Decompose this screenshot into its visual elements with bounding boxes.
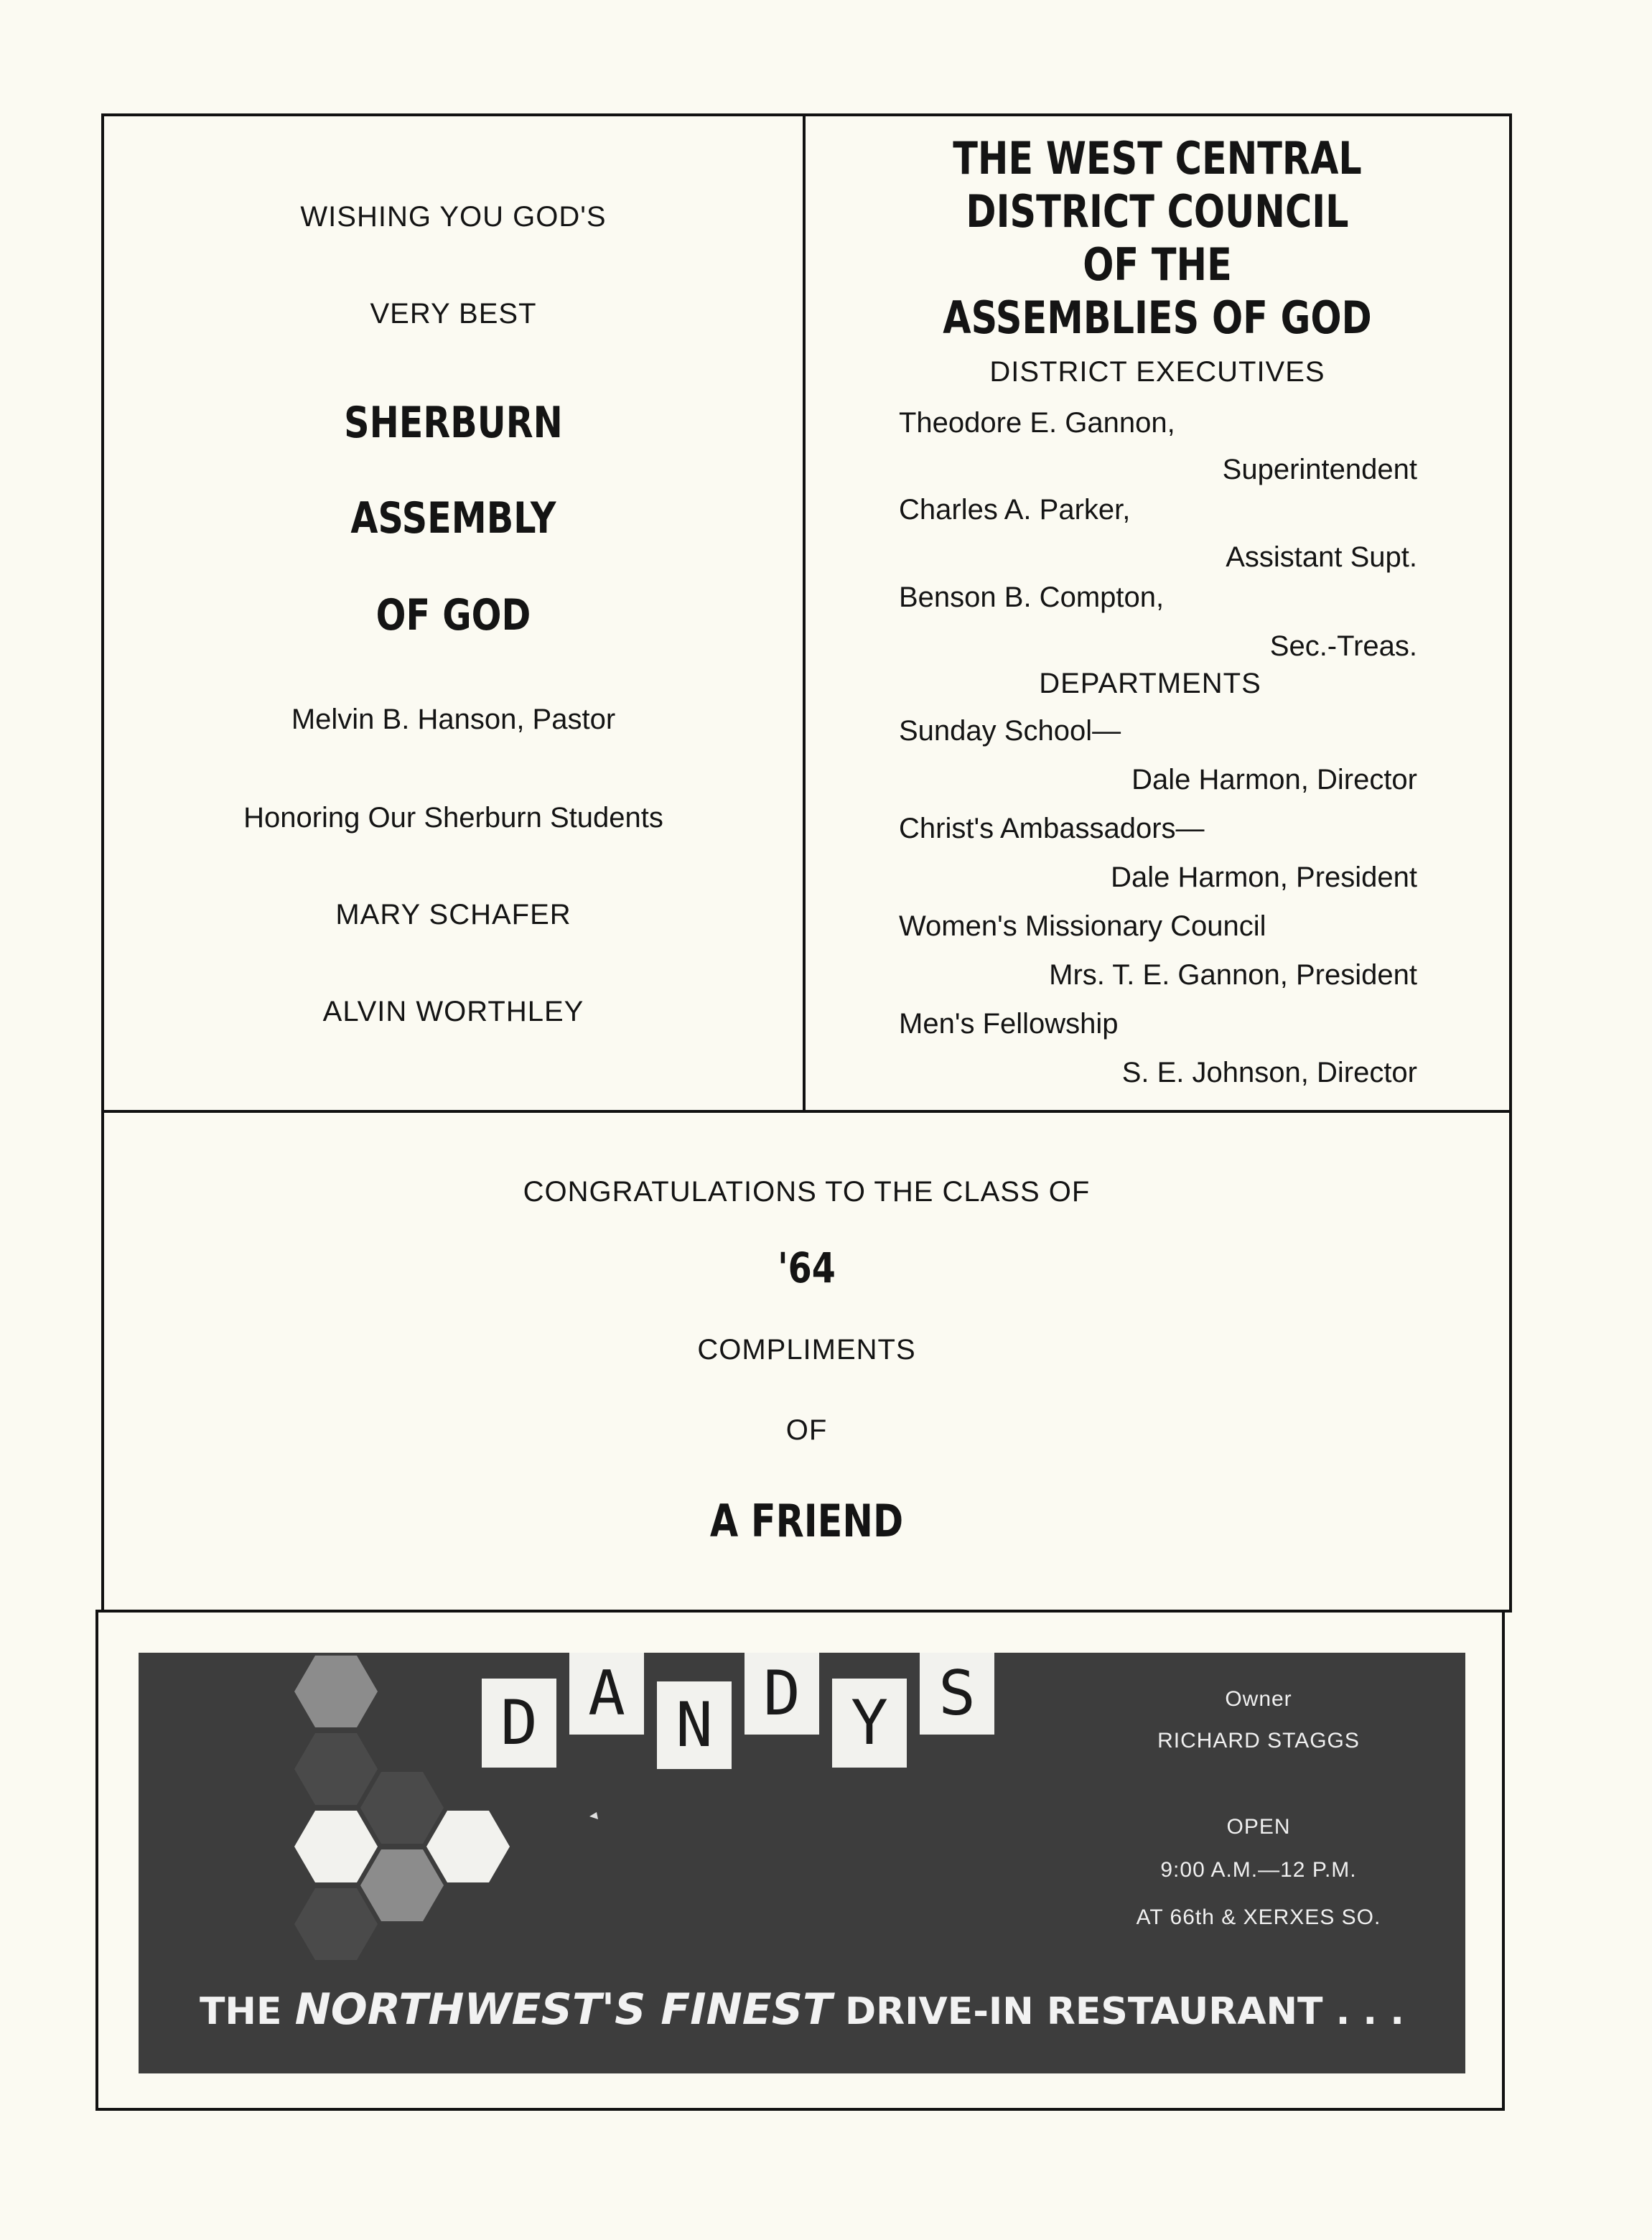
church-name-2: ASSEMBLY <box>350 493 556 543</box>
slogan-emphasis: NORTHWEST'S FINEST <box>294 1984 832 2035</box>
dept-3: Women's Missionary Council <box>899 910 1266 942</box>
hexagon-icon <box>294 1733 378 1805</box>
pastor-line: Melvin B. Hanson, Pastor <box>291 704 616 735</box>
congrats-line: CONGRATULATIONS TO THE CLASS OF <box>523 1176 1091 1208</box>
slogan-start: THE <box>199 1990 282 2033</box>
dept-2: Christ's Ambassadors— <box>899 813 1205 844</box>
open-label: OPEN <box>1226 1815 1291 1839</box>
sherburn-assembly-ad <box>101 113 806 1113</box>
council-title-1: THE WEST CENTRAL <box>953 132 1362 185</box>
exec-1-role: Superintendent <box>1222 454 1417 485</box>
dandys-restaurant-ad <box>95 1610 1505 2111</box>
class-year: '64 <box>778 1243 836 1292</box>
hexagon-icon <box>360 1772 444 1844</box>
honoring-line: Honoring Our Sherburn Students <box>243 802 663 834</box>
owner-name: RICHARD STAGGS <box>1157 1729 1360 1753</box>
slogan <box>139 1984 1465 2035</box>
departments-heading: DEPARTMENTS <box>1039 668 1261 699</box>
church-name-1: SHERBURN <box>344 398 563 448</box>
logo-letter-s: S <box>920 1653 994 1735</box>
hexagon-icon <box>360 1849 444 1921</box>
exec-2-name: Charles A. Parker, <box>899 494 1131 526</box>
of-line: OF <box>785 1414 828 1446</box>
logo-letter-d2: D <box>745 1653 819 1735</box>
logo-letter-n: N <box>657 1681 732 1769</box>
hexagon-icon <box>294 1656 378 1727</box>
council-title-2: DISTRICT COUNCIL <box>966 185 1349 238</box>
logo-letter-a: A <box>569 1653 644 1735</box>
dept-1: Sunday School— <box>899 715 1121 747</box>
hours: 9:00 A.M.—12 P.M. <box>1160 1858 1357 1882</box>
council-title-4: ASSEMBLIES OF GOD <box>943 291 1372 344</box>
exec-3-role: Sec.-Treas. <box>1269 630 1417 662</box>
exec-1-name: Theodore E. Gannon, <box>899 407 1175 439</box>
location: AT 66th & XERXES SO. <box>1136 1905 1381 1929</box>
executives-heading: DISTRICT EXECUTIVES <box>989 356 1325 388</box>
hexagon-icon <box>294 1888 378 1960</box>
council-title-3: OF THE <box>1083 238 1232 291</box>
logo-letter-d1: D <box>482 1679 556 1768</box>
student-1: MARY SCHAFER <box>335 899 571 930</box>
slogan-end: DRIVE-IN RESTAURANT . . . <box>845 1990 1405 2033</box>
district-council-ad <box>803 113 1512 1113</box>
compliments-line: COMPLIMENTS <box>697 1334 916 1366</box>
exec-2-role: Assistant Supt. <box>1226 541 1417 573</box>
dept-2-head: Dale Harmon, President <box>1111 862 1417 893</box>
church-name-3: OF GOD <box>375 590 531 640</box>
hexagon-icon <box>426 1811 510 1882</box>
exec-3-name: Benson B. Compton, <box>899 582 1165 613</box>
student-2: ALVIN WORTHLEY <box>322 996 584 1027</box>
owner-label: Owner <box>1225 1687 1292 1711</box>
wishing-line: WISHING YOU GOD'S <box>300 201 607 233</box>
logo-letter-y: Y <box>832 1679 907 1768</box>
dept-4: Men's Fellowship <box>899 1008 1119 1040</box>
dandys-ad-graphic <box>139 1653 1465 2073</box>
a-friend-line: A FRIEND <box>709 1495 904 1547</box>
dept-3-head: Mrs. T. E. Gannon, President <box>1049 959 1417 991</box>
arrow-mark <box>589 1812 598 1819</box>
dept-4-head: S. E. Johnson, Director <box>1121 1057 1417 1088</box>
dept-1-head: Dale Harmon, Director <box>1131 764 1417 795</box>
congratulations-ad <box>101 1110 1512 1613</box>
very-best-line: VERY BEST <box>370 298 537 330</box>
hexagon-icon <box>294 1811 378 1882</box>
